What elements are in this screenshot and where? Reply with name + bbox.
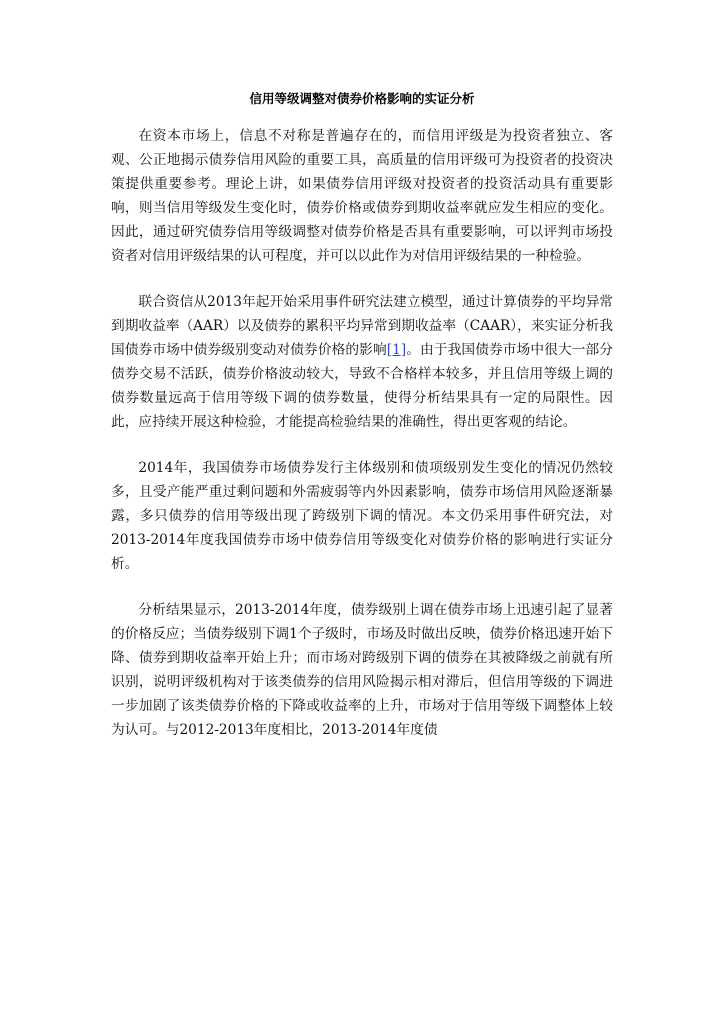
paragraph-2 xyxy=(111,290,613,434)
paragraph-4: 分析结果显示，2013-2014年度，债券级别上调在债券市场上迅速引起了显著的价格反应；当债券级别下调1个子级时，市场及时做出反映，债券价格迅速开始下降、债券到期收益率开始上升；而市场对跨级别下调的债券在其被降级之前就有所识别，说明评级机构对于该类债券的信用风险揭示相对滞后，但信用等级的下调进一步加剧了该类债券价格的下降或收益率的上升，市场对于信用等级下调整体上较为认可。与2012-2013年度相比，2013-2014年度债 xyxy=(111,602,613,738)
reference-link-1[interactable]: [1] xyxy=(386,342,407,358)
paragraph-1: 在资本市场上，信息不对称是普遍存在的，而信用评级是为投资者独立、客观、公正地揭示债券信用风险的重要工具，高质量的信用评级可为投资者的投资决策提供重要参考。理论上讲，如果债券信用评级对投资者的投资活动具有重要影响，则当信用等级发生变化时，债券价格或债券到期收益率就应发生相应的变化。因此，通过研究债券信用等级调整对债券价格是否具有重要影响，可以评判市场投资者对信用评级结果的认可程度，并可以以此作为对信用评级结果的一种检验。 xyxy=(111,128,613,264)
paragraph-2-text-before-ref: 联合资信从2013年起开始采用事件研究法建立模型，通过计算债券的平均异常到期收益率（AAR）以及债券的累积平均异常到期收益率（CAAR），来实证分析我国债券市场中债券级别变动对债券价格的影响 xyxy=(111,294,613,358)
paragraph-2-text-after-ref: 。由于我国债券市场中很大一部分债券交易不活跃，债券价格波动较大，导致不合格样本较多，并且信用等级上调的债券数量远高于信用等级下调的债券数量，使得分析结果具有一定的局限性。因此，应持续开展这种检验，才能提高检验结果的准确性，得出更客观的结论。 xyxy=(111,342,613,430)
document-title: 信用等级调整对债券价格影响的实证分析 xyxy=(249,91,475,106)
paragraph-3: 2014年，我国债券市场债券发行主体级别和债项级别发生变化的情况仍然较多，且受产能严重过剩问题和外需疲弱等内外因素影响，债券市场信用风险逐渐暴露，多只债券的信用等级出现了跨级别下调的情况。本文仍采用事件研究法，对2013-2014年度我国债券市场中债券信用等级变化对债券价格的影响进行实证分析。 xyxy=(111,460,613,572)
document-body xyxy=(111,124,613,764)
